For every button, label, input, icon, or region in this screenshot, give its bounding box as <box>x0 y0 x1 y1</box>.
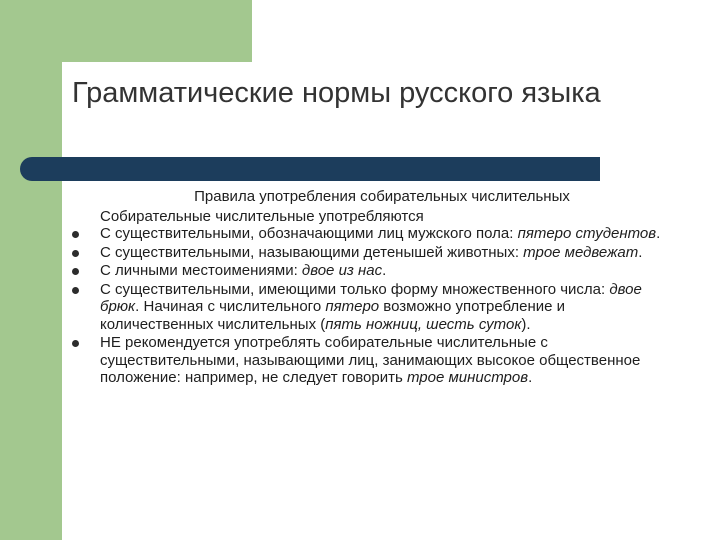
rule-example: двое из нас <box>301 262 383 279</box>
rule-example: пятеро <box>325 298 380 315</box>
rule-text: ). <box>521 315 531 333</box>
rule-example: пять ножниц, шесть суток <box>325 315 522 333</box>
bullet-dot-icon <box>72 340 79 347</box>
rule-text: . Начиная с числительного <box>135 298 326 315</box>
accent-top-block <box>0 0 252 62</box>
section-heading: Правила употребления собирательных числительных <box>194 188 570 205</box>
bullet-dot-icon <box>72 268 79 275</box>
rule-example: пятеро студентов <box>517 225 657 242</box>
rule-text: . <box>382 262 387 279</box>
list-item <box>72 281 672 334</box>
bullet-dot-icon <box>72 231 79 238</box>
rule-text: С личными местоимениями: <box>100 262 302 279</box>
rule-text: С существительными, имеющими только форму множественного числа: <box>100 280 610 298</box>
slide-content <box>72 188 672 388</box>
rule-example: двое брюк <box>100 280 642 315</box>
bullet-dot-icon <box>72 250 79 257</box>
rule-text: С существительными, называющими детенышей животных: <box>100 243 524 261</box>
title-divider-bar <box>20 157 600 181</box>
rule-text: возможно употребление и количественных числительных ( <box>100 298 566 333</box>
list-item <box>72 244 672 262</box>
rule-text: НЕ рекомендуется употреблять собирательные числительные с существительными, называющими лиц, занимающих высокое общественное положение: например, не следует говорить <box>100 334 641 386</box>
rule-text: . <box>528 369 533 386</box>
intro-text: Собирательные числительные употребляются <box>100 207 424 225</box>
rule-text: . <box>656 225 661 242</box>
slide-title: Грамматические нормы русского языка <box>72 77 601 109</box>
list-item <box>72 262 672 280</box>
rules-list <box>72 225 672 387</box>
accent-sidebar <box>0 0 62 540</box>
rule-example: трое министров <box>406 369 529 386</box>
bullet-dot-icon <box>72 287 79 294</box>
rule-example: трое медвежат <box>523 243 639 261</box>
rule-text: . <box>638 243 643 261</box>
list-item <box>72 225 672 243</box>
rule-text: С существительными, обозначающими лиц мужского пола: <box>100 225 518 242</box>
list-item <box>72 334 672 387</box>
